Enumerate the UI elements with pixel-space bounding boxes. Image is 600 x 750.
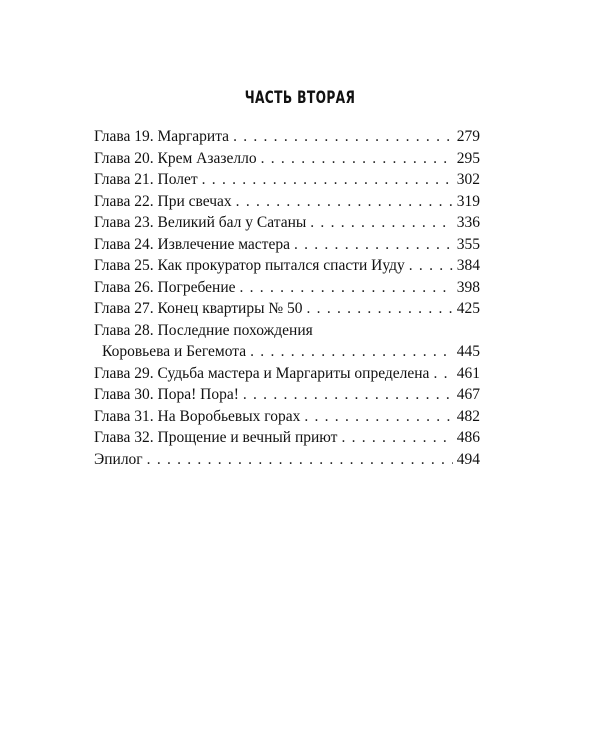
toc-entry-title: Глава 30. Пора! Пора! [94,386,239,403]
toc-entry [94,341,480,363]
toc-entry-title: Глава 19. Маргарита [94,128,230,145]
toc-entry [94,169,480,191]
toc-entry-title: Глава 25. Как прокуратор пытался спасти Иуду [94,257,405,274]
toc-entry-title: Глава 29. Судьба мастера и Маргариты определена [94,364,430,382]
toc-entry-page: 295 [456,149,480,167]
toc-entry-title: Глава 20. Крем Азазелло [94,149,257,167]
toc-entry-page: 445 [456,343,480,360]
toc-entry-page: 398 [456,278,480,296]
toc-entry-title: Глава 27. Конец квартиры № 50 [94,300,303,317]
dot-leader [261,148,453,170]
toc-entry-title: Глава 21. Полет [94,171,198,188]
dot-leader [307,298,453,320]
dot-leader [294,234,453,256]
toc-entry [94,126,480,148]
dot-leader [433,363,452,385]
dot-leader [250,341,453,363]
toc-entry-page: 302 [456,171,480,188]
dot-leader [243,384,453,406]
table-of-contents [94,126,480,470]
toc-entry-title-continuation: Коровьева и Бегемота [102,343,247,360]
toc-entry [94,298,480,320]
toc-entry [94,234,480,256]
toc-entry [94,406,480,428]
toc-entry-title: Глава 22. При свечах [94,192,232,210]
toc-entry [94,449,480,471]
toc-entry-page: 461 [456,364,480,382]
part-title: ЧАСТЬ ВТОРАЯ [244,88,356,108]
toc-entry-title: Глава 24. Извлечение мастера [94,235,290,253]
dot-leader [409,255,453,277]
dot-leader [147,449,453,471]
toc-entry-title-first-line: Глава 28. Последние похождения [94,321,313,339]
toc-entry-page: 482 [456,407,480,425]
toc-entry [94,277,480,299]
toc-entry-title: Эпилог [94,450,143,468]
toc-entry-page: 425 [456,300,480,317]
toc-entry [94,255,480,277]
toc-entry-title: Глава 31. На Воробьевых горах [94,407,301,425]
dot-leader [341,427,452,449]
dot-leader [202,169,453,191]
toc-entry [94,148,480,170]
toc-entry-page: 384 [456,257,480,274]
toc-entry-page: 279 [456,128,480,145]
dot-leader [310,212,452,234]
toc-entry-title: Глава 23. Великий бал у Сатаны [94,214,307,231]
toc-entry-page: 467 [456,386,480,403]
toc-entry-title: Глава 32. Прощение и вечный приют [94,429,338,446]
toc-entry-title: Глава 26. Погребение [94,278,236,296]
toc-entry [94,384,480,406]
toc-entry-page: 355 [456,235,480,253]
dot-leader [304,406,452,428]
dot-leader [236,191,453,213]
toc-entry [94,212,480,234]
toc-entry-page: 336 [456,214,480,231]
toc-entry [94,191,480,213]
dot-leader [233,126,453,148]
toc-entry-page: 319 [456,192,480,210]
toc-entry [94,363,480,385]
toc-entry-page: 494 [456,450,480,468]
dot-leader [240,277,453,299]
toc-entry-page: 486 [456,429,480,446]
toc-entry [94,427,480,449]
